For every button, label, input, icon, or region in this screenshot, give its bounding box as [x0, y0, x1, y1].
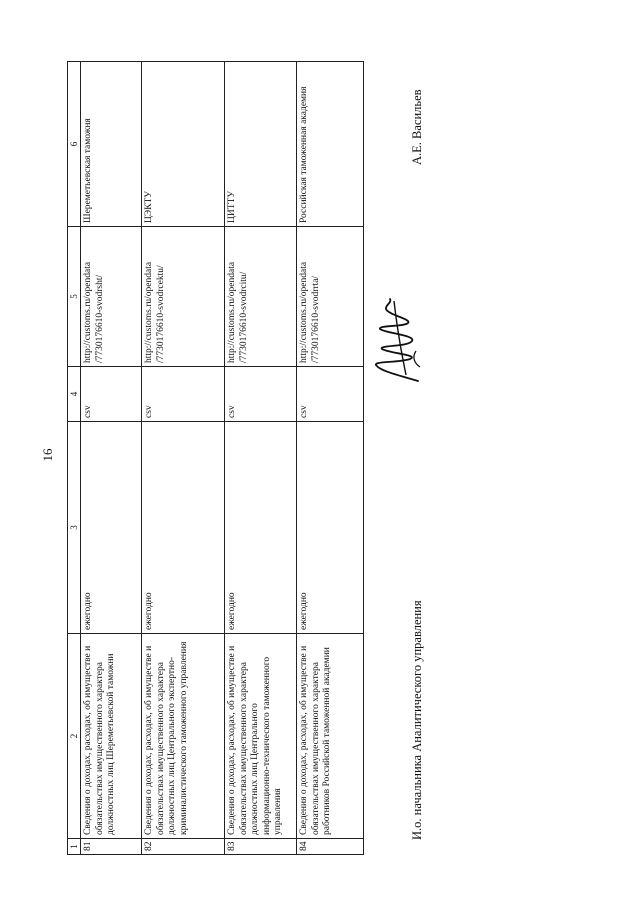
data-format: csv — [81, 367, 142, 422]
update-frequency: ежегодно — [297, 422, 364, 634]
row-number: 82 — [142, 839, 225, 855]
open-data-registry-table — [67, 61, 364, 855]
dataset-name: Сведения о доходах, расходах, об имуществе и обязательствах имущественного характера работников Российской таможенной академии — [297, 634, 364, 839]
dataset-name: Сведения о доходах, расходах, об имуществе и обязательствах имущественного характера должностных лиц Центрального информационно-технического таможенного управления — [225, 634, 297, 839]
data-format: csv — [142, 367, 225, 422]
handwritten-signature — [368, 295, 428, 385]
owner: Шереметьевская таможня — [81, 62, 142, 227]
column-header: 2 — [68, 634, 81, 839]
update-frequency: ежегодно — [225, 422, 297, 634]
signatory-title: И.о. начальника Аналитического управления — [410, 600, 424, 840]
row-number: 84 — [297, 839, 364, 855]
table-row — [225, 62, 297, 855]
table-row — [81, 62, 142, 855]
update-frequency: ежегодно — [81, 422, 142, 634]
dataset-url: http://customs.ru/opendata /7730176610-svodrcitu/ — [225, 227, 297, 367]
table-header-row — [68, 62, 81, 855]
column-header: 4 — [68, 367, 81, 422]
table-row — [297, 62, 364, 855]
column-header: 6 — [68, 62, 81, 227]
update-frequency: ежегодно — [142, 422, 225, 634]
owner: ЦИТТУ — [225, 62, 297, 227]
row-number: 81 — [81, 839, 142, 855]
table-row — [142, 62, 225, 855]
column-header: 3 — [68, 422, 81, 634]
owner: Российская таможенная академия — [297, 62, 364, 227]
signer-name: А.Е. Васильев — [410, 89, 424, 165]
column-header: 5 — [68, 227, 81, 367]
data-format: csv — [225, 367, 297, 422]
page-number: 16 — [40, 448, 55, 462]
dataset-name: Сведения о доходах, расходах, об имуществе и обязательствах имущественного характера должностных лиц Центрального экспертно-криминалистического таможенного управления — [142, 634, 225, 839]
dataset-url: http://customs.ru/opendata /7730176610-svodrsht/ — [81, 227, 142, 367]
column-header: 1 — [68, 839, 81, 855]
data-format: csv — [297, 367, 364, 422]
dataset-url: http://customs.ru/opendata /7730176610-svodrrta/ — [297, 227, 364, 367]
row-number: 83 — [225, 839, 297, 855]
dataset-url: http://customs.ru/opendata /7730176610-svodrcektu/ — [142, 227, 225, 367]
owner: ЦЭКТУ — [142, 62, 225, 227]
dataset-name: Сведения о доходах, расходах, об имуществе и обязательствах имущественного характера должностных лиц Шереметьевской таможни — [81, 634, 142, 839]
